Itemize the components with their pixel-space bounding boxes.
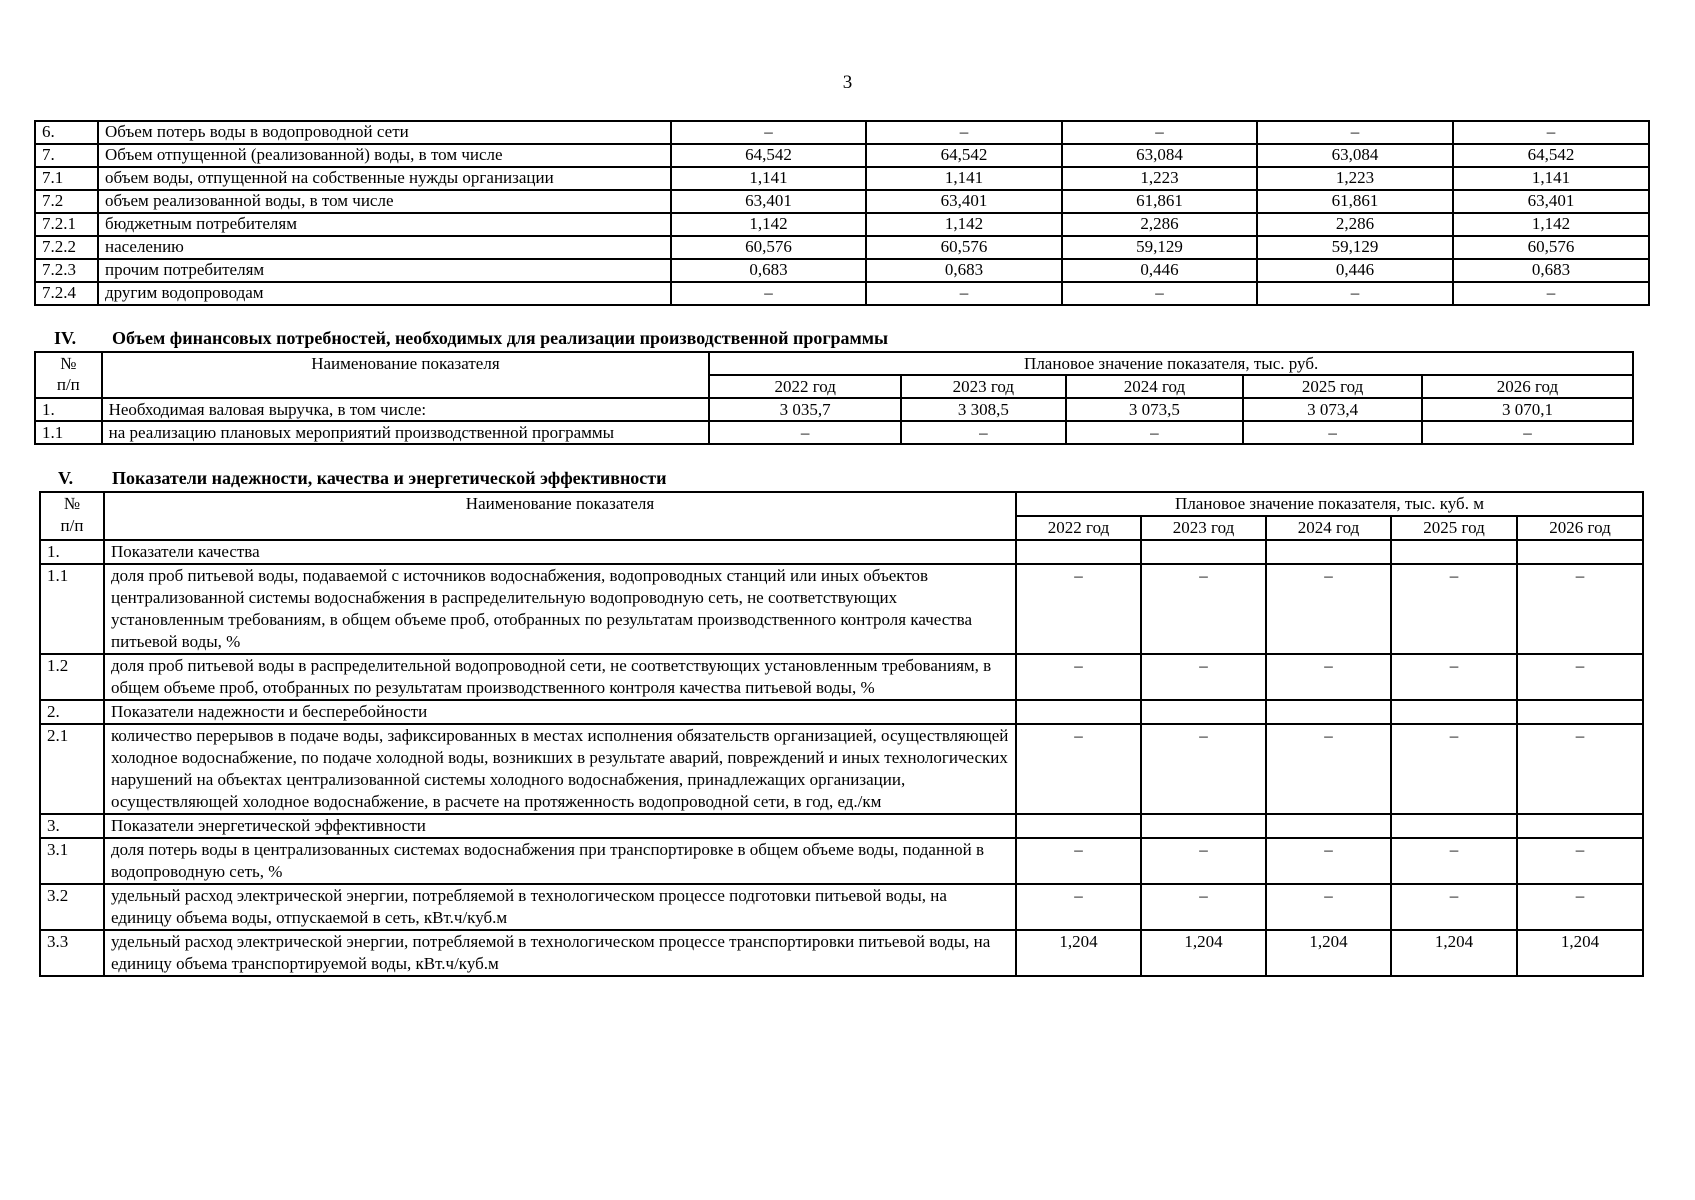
row-value: 0,446 [1257,259,1453,282]
year-header: 2022 год [709,375,901,398]
row-number: 3. [40,814,104,838]
row-number: 2. [40,700,104,724]
row-value: – [866,282,1062,305]
row-value: 1,142 [671,213,866,236]
financial-needs-table [34,351,1634,445]
table-row [35,282,1649,305]
row-value: 1,204 [1391,930,1517,976]
row-value: 3 073,5 [1066,398,1244,421]
row-value: 3 070,1 [1422,398,1633,421]
row-name: другим водопроводам [98,282,671,305]
row-number: 3.2 [40,884,104,930]
section-4-title: Объем финансовых потребностей, необходимых для реализации производственной программы [112,328,889,348]
row-value: 63,401 [671,190,866,213]
row-value [1517,540,1643,564]
num-header-line-1: № [60,354,77,373]
row-number: 2.1 [40,724,104,814]
row-value: – [1141,838,1266,884]
row-name: удельный расход электрической энергии, потребляемой в технологическом процессе подготовки питьевой воды, на единицу объема воды, отпускаемой в сеть, кВт.ч/куб.м [104,884,1016,930]
row-number: 7.2.1 [35,213,98,236]
row-value: – [1391,654,1517,700]
table-row [35,167,1649,190]
row-value: – [1266,884,1391,930]
row-value: 63,084 [1257,144,1453,167]
row-value: – [901,421,1066,444]
row-value: 1,223 [1257,167,1453,190]
num-header [40,492,104,540]
row-number: 1.2 [40,654,104,700]
plan-header: Плановое значение показателя, тыс. руб. [709,352,1633,375]
row-name: Объем отпущенной (реализованной) воды, в том числе [98,144,671,167]
num-header-line-2: п/п [56,375,80,394]
section-5-number: V. [58,468,74,488]
row-value: – [1422,421,1633,444]
row-number: 3.3 [40,930,104,976]
row-name: объем воды, отпущенной на собственные нужды организации [98,167,671,190]
row-name: доля проб питьевой воды в распределительной водопроводной сети, не соответствующих установленным требованиям, в общем объеме проб, отобранных по результатам производственного контроля качества питьевой воды, % [104,654,1016,700]
page-number: 3 [842,72,853,93]
row-value: – [1517,564,1643,654]
row-value: 3 073,4 [1243,398,1422,421]
row-value: 1,204 [1016,930,1141,976]
row-value: 0,683 [671,259,866,282]
row-value: – [671,282,866,305]
row-value: – [1517,724,1643,814]
row-value: – [1391,838,1517,884]
table-row [35,259,1649,282]
row-value: 61,861 [1062,190,1257,213]
row-value: 63,401 [1453,190,1649,213]
row-name: Показатели качества [104,540,1016,564]
row-value [1141,814,1266,838]
row-number: 1. [35,398,102,421]
year-header: 2025 год [1391,516,1517,540]
row-name: количество перерывов в подаче воды, зафиксированных в местах исполнения обязательств организацией, осуществляющей холодное водоснабжение, по подаче холодной воды, возникших в результате аварий, повреждений и иных технологических нарушений на объектах централизованной системы холодного водоснабжения, принадлежащих организации, осуществляющей холодное водоснабжение, в расчете на протяженность водопроводной сети, в год, ед./км [104,724,1016,814]
row-value [1266,814,1391,838]
row-value: 59,129 [1257,236,1453,259]
row-value: 2,286 [1062,213,1257,236]
row-value: – [1141,564,1266,654]
row-value: – [1517,838,1643,884]
row-value: 1,141 [866,167,1062,190]
row-number: 1.1 [35,421,102,444]
row-value: – [1391,724,1517,814]
year-header: 2024 год [1266,516,1391,540]
row-value: 60,576 [671,236,866,259]
row-number: 7.2.2 [35,236,98,259]
row-value: 63,084 [1062,144,1257,167]
table-row [40,654,1643,700]
row-value: – [1517,884,1643,930]
table-row [35,236,1649,259]
name-header: Наименование показателя [104,492,1016,540]
table-row [35,144,1649,167]
row-value: 64,542 [866,144,1062,167]
row-value: – [1266,564,1391,654]
row-value: 59,129 [1062,236,1257,259]
row-value: 60,576 [1453,236,1649,259]
row-value: 1,204 [1517,930,1643,976]
table-row [35,190,1649,213]
row-value: 61,861 [1257,190,1453,213]
row-value: 0,683 [866,259,1062,282]
table-row [40,930,1643,976]
row-value [1266,700,1391,724]
row-number: 7.1 [35,167,98,190]
year-header: 2023 год [901,375,1066,398]
table-row [35,398,1633,421]
row-value: – [1391,564,1517,654]
row-value: – [1141,654,1266,700]
num-header [35,352,102,398]
water-volume-table [34,120,1650,306]
name-header: Наименование показателя [102,352,710,398]
row-name: бюджетным потребителям [98,213,671,236]
row-value [1391,700,1517,724]
row-value [1141,700,1266,724]
row-number: 7.2.3 [35,259,98,282]
row-value: 0,683 [1453,259,1649,282]
table-row [35,213,1649,236]
row-value: 1,204 [1141,930,1266,976]
table-row [35,421,1633,444]
row-number: 7. [35,144,98,167]
row-value: 1,142 [1453,213,1649,236]
row-number: 7.2.4 [35,282,98,305]
row-value [1517,814,1643,838]
section-5-title: Показатели надежности, качества и энергетической эффективности [112,468,667,488]
row-name: доля потерь воды в централизованных системах водоснабжения при транспортировке в общем объеме воды, поданной в водопроводную сеть, % [104,838,1016,884]
row-value: – [1266,838,1391,884]
section-4-number: IV. [54,328,77,348]
row-name: Объем потерь воды в водопроводной сети [98,121,671,144]
row-value: – [1066,421,1244,444]
row-value [1391,540,1517,564]
table-row [40,838,1643,884]
year-header: 2023 год [1141,516,1266,540]
row-value: – [709,421,901,444]
num-header-line-2: п/п [60,516,84,535]
row-value: – [671,121,866,144]
row-name: Показатели надежности и бесперебойности [104,700,1016,724]
year-header: 2024 год [1066,375,1244,398]
row-name: доля проб питьевой воды, подаваемой с источников водоснабжения, водопроводных станций или иных объектов централизованной системы водоснабжения в распределительную водопроводную сеть, не соответствующих установленным требованиям, в общем объеме проб, отобранных по результатам производственного контроля качества питьевой воды, % [104,564,1016,654]
num-header-line-1: № [63,494,81,513]
row-value: – [1016,564,1141,654]
row-name: прочим потребителям [98,259,671,282]
row-value: 3 035,7 [709,398,901,421]
row-number: 1.1 [40,564,104,654]
row-number: 7.2 [35,190,98,213]
row-value: – [866,121,1062,144]
year-header: 2026 год [1517,516,1643,540]
row-value: – [1453,282,1649,305]
row-name: населению [98,236,671,259]
row-value: 1,142 [866,213,1062,236]
row-value: 63,401 [866,190,1062,213]
row-value [1391,814,1517,838]
table-row [40,700,1643,724]
row-value: 1,141 [671,167,866,190]
row-value: – [1016,654,1141,700]
table-row [40,540,1643,564]
row-value: – [1016,884,1141,930]
row-number: 1. [40,540,104,564]
row-value [1016,814,1141,838]
row-value: – [1257,282,1453,305]
row-value: – [1391,884,1517,930]
row-number: 6. [35,121,98,144]
row-name: Показатели энергетической эффективности [104,814,1016,838]
row-value [1266,540,1391,564]
row-number: 3.1 [40,838,104,884]
row-value: 2,286 [1257,213,1453,236]
row-name: Необходимая валовая выручка, в том числе: [102,398,710,421]
row-value: 0,446 [1062,259,1257,282]
row-value: – [1141,884,1266,930]
table-row [35,121,1649,144]
row-value: 64,542 [671,144,866,167]
row-value: 60,576 [866,236,1062,259]
plan-header: Плановое значение показателя, тыс. куб. м [1016,492,1643,516]
row-value: – [1257,121,1453,144]
reliability-indicators-table [39,491,1644,977]
year-header: 2025 год [1243,375,1422,398]
row-value [1141,540,1266,564]
row-value: 64,542 [1453,144,1649,167]
row-value: – [1062,282,1257,305]
row-name: удельный расход электрической энергии, потребляемой в технологическом процессе транспортировки питьевой воды, на единицу объема транспортируемой воды, кВт.ч/куб.м [104,930,1016,976]
table-row [40,814,1643,838]
row-value [1016,700,1141,724]
row-value: – [1016,724,1141,814]
table-row [40,564,1643,654]
row-value: – [1243,421,1422,444]
row-value: – [1266,654,1391,700]
row-value [1016,540,1141,564]
row-value: 1,204 [1266,930,1391,976]
row-value: 1,223 [1062,167,1257,190]
row-value: – [1517,654,1643,700]
table-row [40,884,1643,930]
row-value: – [1016,838,1141,884]
row-value: – [1141,724,1266,814]
table-row [40,724,1643,814]
row-value: – [1266,724,1391,814]
row-name: объем реализованной воды, в том числе [98,190,671,213]
year-header: 2022 год [1016,516,1141,540]
row-name: на реализацию плановых мероприятий производственной программы [102,421,710,444]
row-value: 1,141 [1453,167,1649,190]
row-value [1517,700,1643,724]
row-value: – [1453,121,1649,144]
row-value: 3 308,5 [901,398,1066,421]
row-value: – [1062,121,1257,144]
year-header: 2026 год [1422,375,1633,398]
